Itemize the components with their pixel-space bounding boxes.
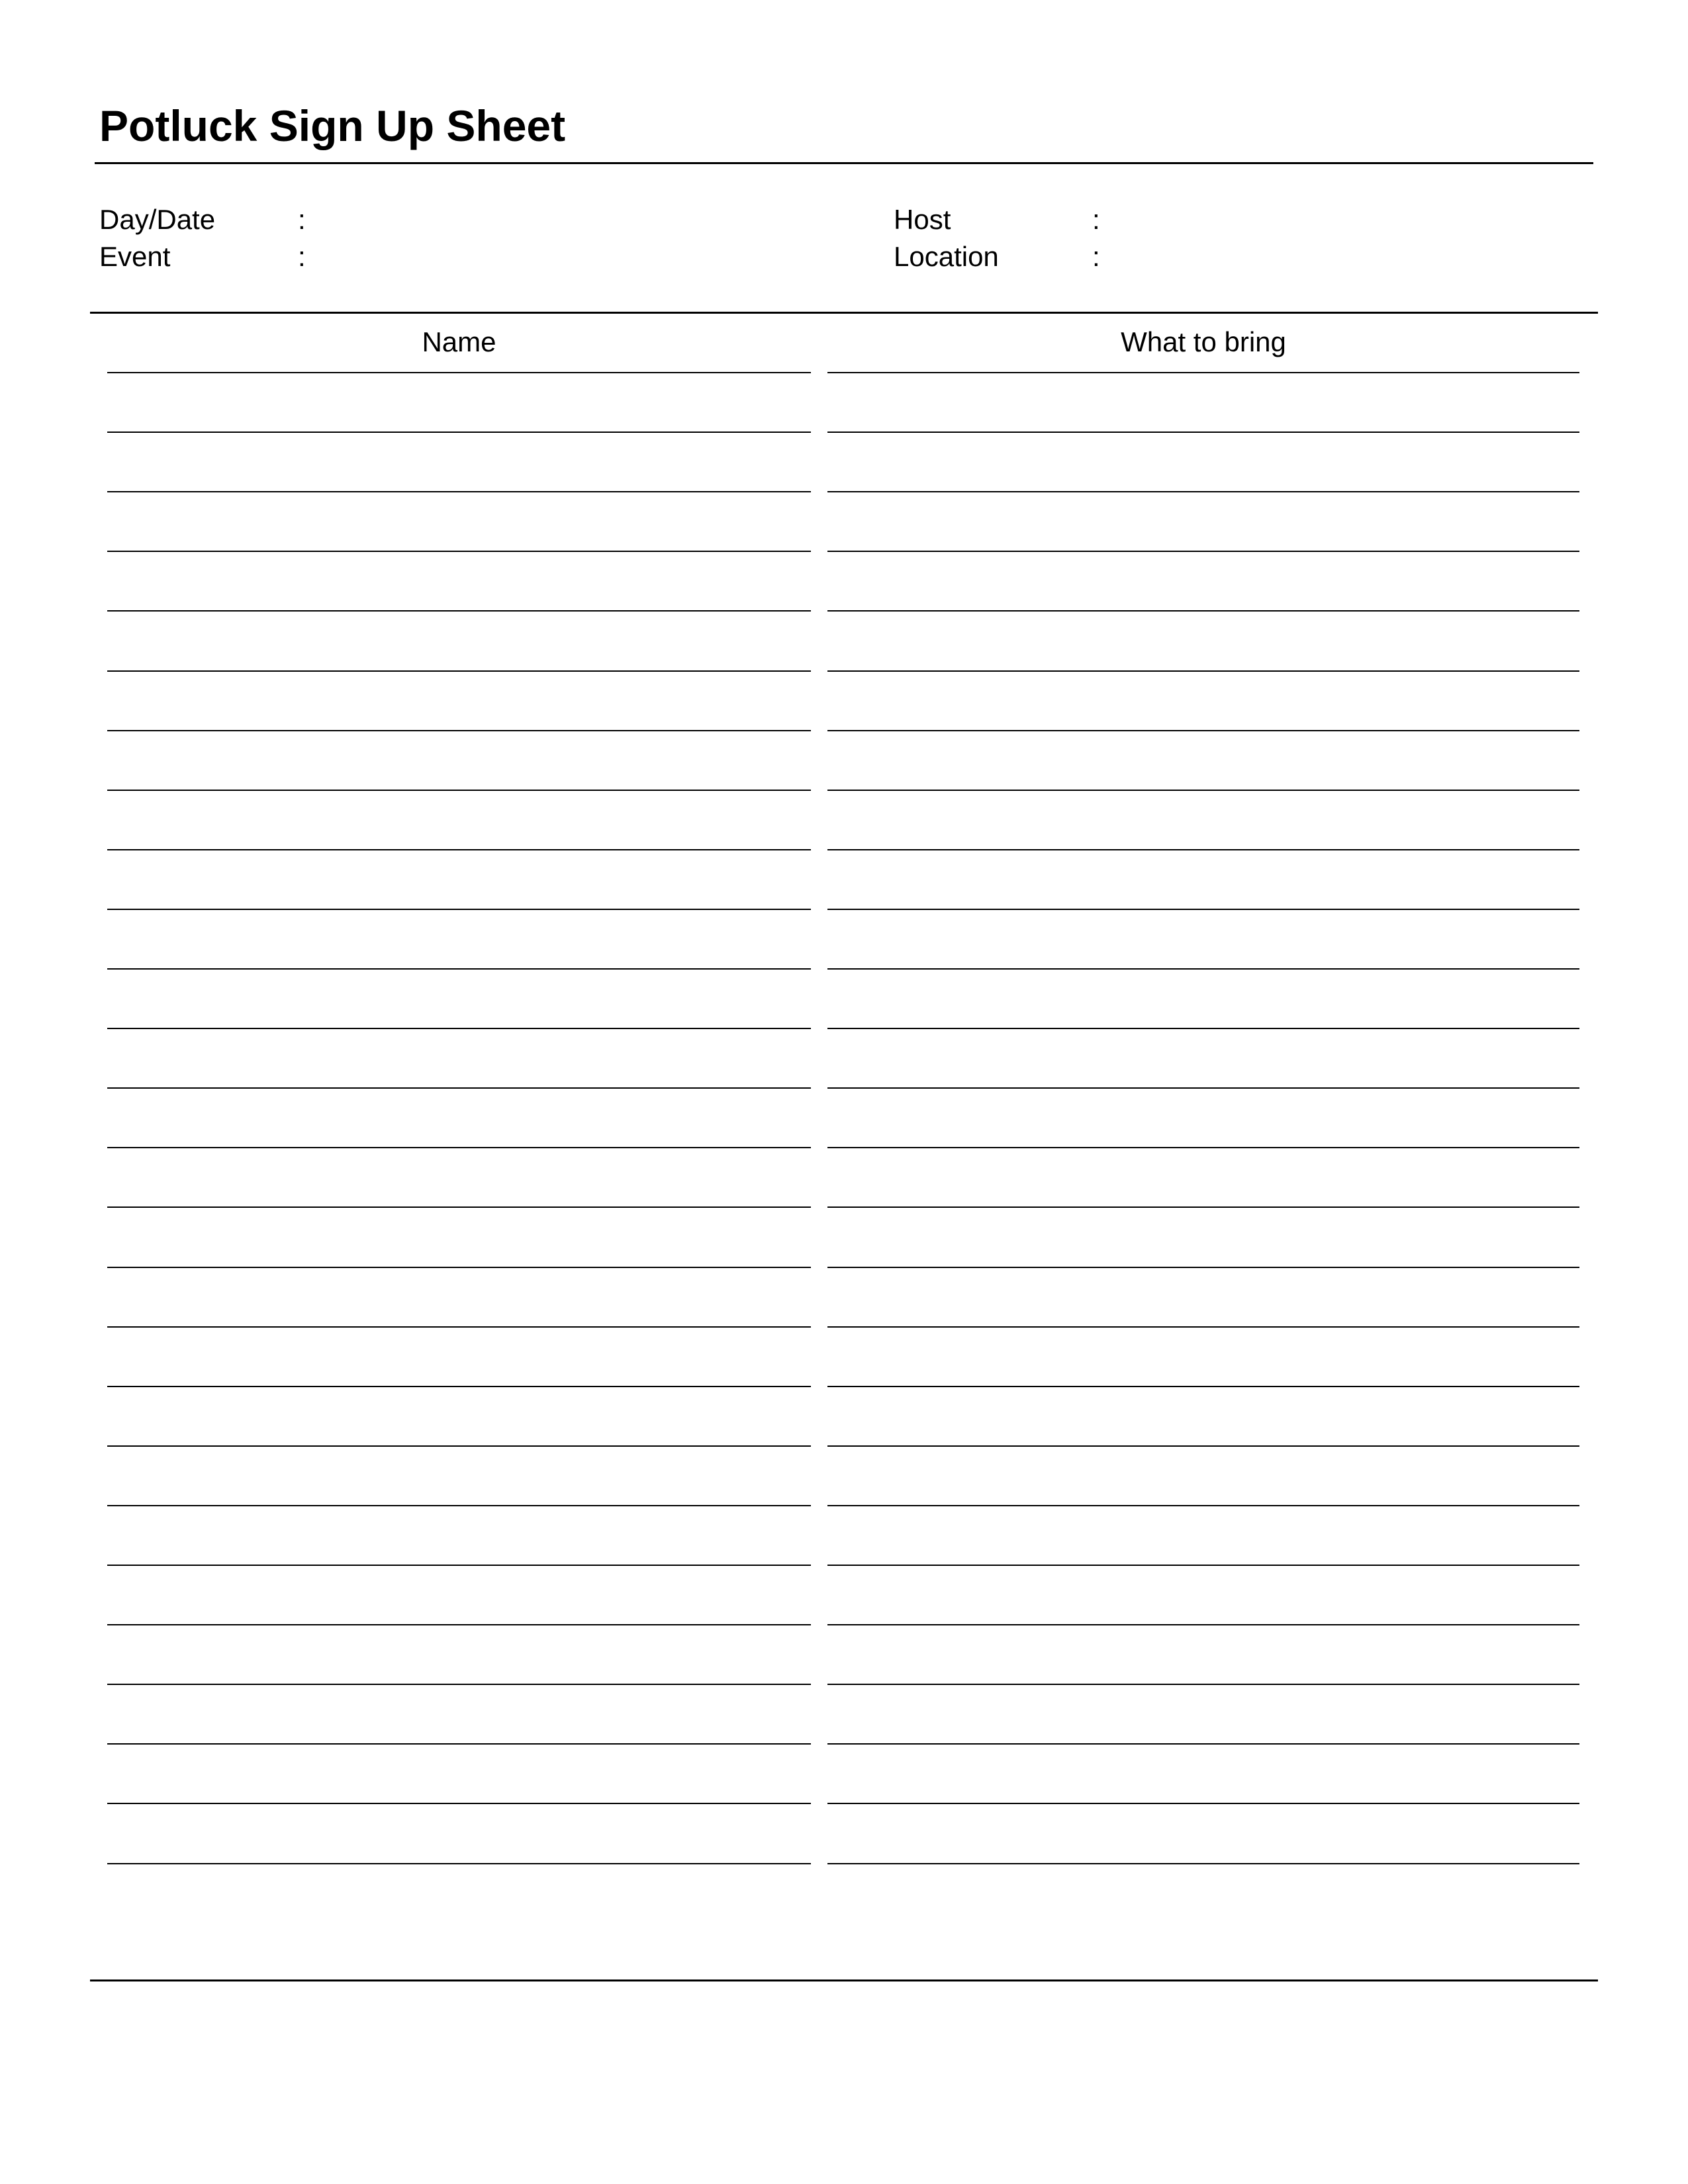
what-to-bring-entry-line[interactable] [827,1624,1579,1625]
what-to-bring-entry-line[interactable] [827,1565,1579,1566]
what-to-bring-entry-line[interactable] [827,1684,1579,1685]
column-header-name: Name [422,326,496,357]
table-row [0,1684,1688,1686]
name-entry-line[interactable] [107,790,811,791]
name-entry-line[interactable] [107,1147,811,1148]
day-date-colon: : [298,204,306,235]
host-label: Host [894,204,951,235]
host-colon: : [1092,204,1100,235]
table-row [0,372,1688,375]
what-to-bring-entry-line[interactable] [827,1087,1579,1089]
name-entry-line[interactable] [107,968,811,970]
page-title: Potluck Sign Up Sheet [99,101,566,150]
table-row [0,1743,1688,1746]
table-row [0,1624,1688,1627]
name-entry-line[interactable] [107,1624,811,1625]
name-entry-line[interactable] [107,1684,811,1685]
table-row [0,1206,1688,1209]
what-to-bring-entry-line[interactable] [827,372,1579,373]
name-entry-line[interactable] [107,1267,811,1268]
table-row [0,1267,1688,1269]
what-to-bring-entry-line[interactable] [827,909,1579,910]
table-row [0,670,1688,673]
name-entry-line[interactable] [107,1028,811,1029]
table-row [0,491,1688,494]
what-to-bring-entry-line[interactable] [827,1743,1579,1745]
event-label: Event [99,241,171,272]
name-entry-line[interactable] [107,610,811,612]
column-header-what-to-bring: What to bring [1121,326,1286,357]
what-to-bring-entry-line[interactable] [827,1206,1579,1208]
table-row [0,610,1688,613]
table-row [0,551,1688,553]
table-row [0,730,1688,733]
location-colon: : [1092,241,1100,272]
table-row [0,432,1688,434]
what-to-bring-entry-line[interactable] [827,1326,1579,1328]
table-row [0,1505,1688,1508]
table-row [0,1565,1688,1567]
what-to-bring-entry-line[interactable] [827,968,1579,970]
name-entry-line[interactable] [107,1206,811,1208]
what-to-bring-entry-line[interactable] [827,1267,1579,1268]
name-entry-line[interactable] [107,909,811,910]
location-label: Location [894,241,999,272]
table-row [0,909,1688,911]
what-to-bring-entry-line[interactable] [827,551,1579,552]
table-row [0,1028,1688,1030]
what-to-bring-entry-line[interactable] [827,670,1579,672]
table-row [0,790,1688,792]
table-row [0,849,1688,852]
name-entry-line[interactable] [107,849,811,850]
table-row [0,1445,1688,1448]
what-to-bring-entry-line[interactable] [827,849,1579,850]
table-row [0,1326,1688,1329]
name-entry-line[interactable] [107,551,811,552]
what-to-bring-entry-line[interactable] [827,491,1579,492]
what-to-bring-entry-line[interactable] [827,730,1579,731]
what-to-bring-entry-line[interactable] [827,1386,1579,1387]
name-entry-line[interactable] [107,1386,811,1387]
what-to-bring-entry-line[interactable] [827,1445,1579,1447]
what-to-bring-entry-line[interactable] [827,1803,1579,1804]
name-entry-line[interactable] [107,670,811,672]
what-to-bring-entry-line[interactable] [827,1147,1579,1148]
table-row [0,1863,1688,1866]
name-entry-line[interactable] [107,1863,811,1864]
name-entry-line[interactable] [107,1743,811,1745]
table-row [0,1803,1688,1805]
table-row [0,1386,1688,1388]
name-entry-line[interactable] [107,1565,811,1566]
table-row [0,1147,1688,1150]
what-to-bring-entry-line[interactable] [827,1863,1579,1864]
name-entry-line[interactable] [107,1326,811,1328]
day-date-label: Day/Date [99,204,216,235]
name-entry-line[interactable] [107,1445,811,1447]
what-to-bring-entry-line[interactable] [827,432,1579,433]
name-entry-line[interactable] [107,432,811,433]
name-entry-line[interactable] [107,491,811,492]
name-entry-line[interactable] [107,372,811,373]
what-to-bring-entry-line[interactable] [827,610,1579,612]
table-row [0,1087,1688,1090]
table-row [0,968,1688,971]
name-entry-line[interactable] [107,1803,811,1804]
what-to-bring-entry-line[interactable] [827,1505,1579,1506]
what-to-bring-entry-line[interactable] [827,790,1579,791]
what-to-bring-entry-line[interactable] [827,1028,1579,1029]
name-entry-line[interactable] [107,730,811,731]
name-entry-line[interactable] [107,1087,811,1089]
name-entry-line[interactable] [107,1505,811,1506]
event-colon: : [298,241,306,272]
table-bottom-border [90,1979,1598,1981]
